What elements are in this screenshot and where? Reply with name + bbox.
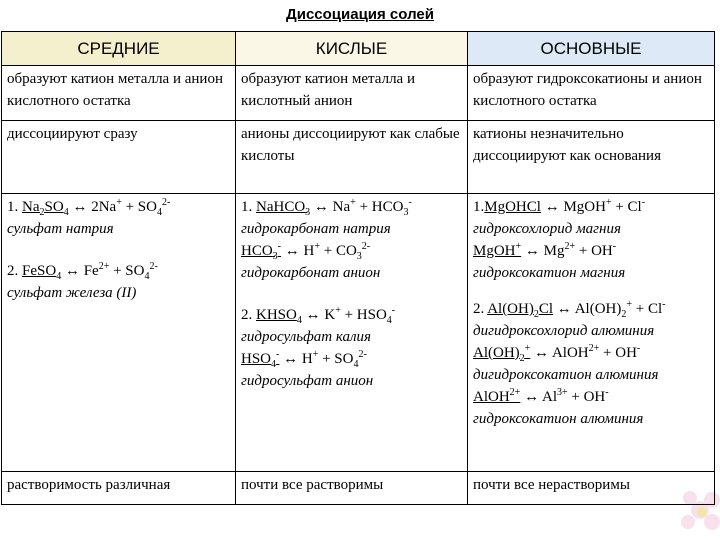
ion-name: гидроксокатион алюминия	[473, 411, 644, 427]
salt-name: гидрокарбонат натрия	[241, 221, 391, 237]
equation-aloh2: $Al(OH)_2^+$ ↔ AlOH$^{2+}$ + OH-	[473, 343, 641, 364]
equation-feso4: 2. FeSO$_4$ ↔ $Fe^{2+} + SO_4^{2-}$	[7, 261, 158, 282]
table-row	[2, 66, 715, 121]
equation-nahco3: 1. NaHCO$_3$ ↔ $Na^+ + HCO_3^-$	[241, 197, 412, 218]
salt-name: сульфат железа (II)	[7, 285, 137, 301]
table-header-row	[2, 32, 715, 66]
table-row	[2, 121, 715, 194]
salts-table	[1, 31, 715, 505]
ion-name: гидроксокатион магния	[473, 265, 626, 281]
salt-name: дигидроксохлорид алюминия	[473, 323, 655, 339]
equation-khso4: 2. $KHSO_4$ ↔ $K^+ + HSO_4^-$	[241, 305, 396, 326]
equation-mgoh: MgOH+ ↔ $Mg^{2+} + OH^-$	[473, 241, 617, 259]
table-cell: растворимость различная	[2, 472, 236, 505]
table-row	[2, 194, 715, 472]
table-cell: почти все нерастворимы	[468, 472, 715, 505]
medium-salts-examples	[2, 194, 236, 472]
equation-hco3: $HCO_3^-$ ↔ $H^+ + CO_3^{2-}$	[241, 241, 371, 262]
table-cell: анионы диссоциируют как слабые кислоты	[236, 121, 468, 194]
equation-aloh2cl: 2. $Al(OH)_2Cl$ ↔ $Al(OH)_2^+ + Cl^-$	[473, 299, 666, 320]
acid-salts-examples	[236, 194, 468, 472]
page-title: Диссоциация солей	[286, 6, 434, 23]
basic-salts-examples	[468, 194, 715, 472]
ion-name: гидрокарбонат анион	[241, 265, 381, 281]
equation-mgohcl: 1.MgOHCl ↔ MgOH+ + Cl-	[473, 197, 646, 215]
salt-name: гидросульфат калия	[241, 329, 372, 345]
salt-name: сульфат натрия	[7, 221, 114, 237]
header-medium: СРЕДНИЕ	[2, 32, 236, 66]
table-cell: образуют гидроксокатионы и анион кислотного остатка	[468, 66, 715, 121]
header-acid: КИСЛЫЕ	[236, 32, 468, 66]
equation-aloh: AlOH$^{2+}$ ↔ $Al^{3+} + OH^-$	[473, 387, 609, 405]
ion-name: дигидроксокатион алюминия	[473, 367, 659, 383]
table-cell: образуют катион металла и кислотный анион	[236, 66, 468, 121]
ion-name: гидросульфат анион	[241, 373, 374, 389]
table-cell: почти все растворимы	[236, 472, 468, 505]
salt-name: гидроксохлорид магния	[473, 221, 621, 237]
header-basic: ОСНОВНЫЕ	[468, 32, 715, 66]
table-cell: образуют катион металла и анион кислотного остатка	[2, 66, 236, 121]
equation-hso4: $HSO_4^-$ ↔ $H^+ + SO_4^{2-}$	[241, 349, 367, 370]
equation-na2so4: 1. $Na_2SO_4$ ↔ $2Na^+ + SO_4^{2-}$	[7, 197, 171, 218]
table-cell: катионы незначительно диссоциируют как основания	[468, 121, 715, 194]
table-row	[2, 472, 715, 505]
table-cell: диссоциируют сразу	[2, 121, 236, 194]
